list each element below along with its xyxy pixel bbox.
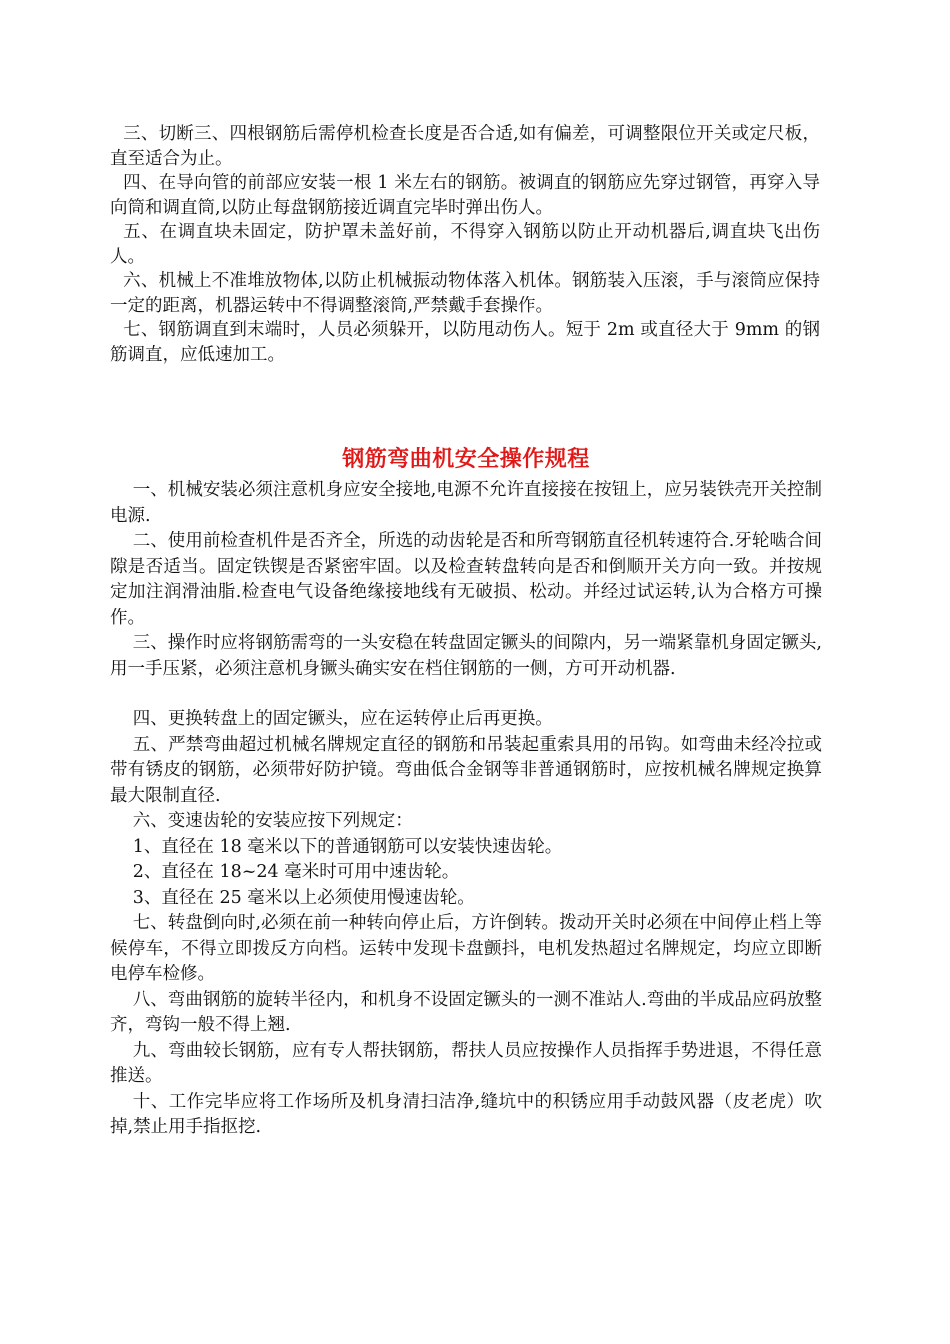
bending-machine-rules [110,444,822,1141]
gear-rule-item-3: 3、直径在 25 毫米以上必须使用慢速齿轮。 [132,887,475,908]
section-title: 钢筋弯曲机安全操作规程 [342,447,590,472]
rule-paragraph-6: 六、机械上不准堆放物体,以防止机械振动物体落入机体。钢筋装入压滚，手与滚筒应保持一定的距离，机器运转中不得调整滚筒,严禁戴手套操作。 [110,271,820,316]
bending-rule-3: 三、操作时应将钢筋需弯的一头安稳在转盘固定镢头的间隙内，另一端紧靠机身固定镢头,用一手压紧，必须注意机身镢头确实安在档住钢筋的一侧，方可开动机器. [110,633,822,679]
paragraph-gap [110,682,822,707]
bending-rule-6: 六、变速齿轮的安装应按下列规定： [132,811,413,831]
gear-rule-item-2: 2、直径在 18~24 毫米时可用中速齿轮。 [132,862,460,882]
bending-rule-9: 九、弯曲较长钢筋，应有专人帮扶钢筋，帮扶人员应按操作人员指挥手势进退，不得任意推送。 [110,1040,822,1086]
straightener-rules-continued [110,122,820,367]
gear-rule-item-1: 1、直径在 18 毫米以下的普通钢筋可以安装快速齿轮。 [132,836,563,857]
rule-paragraph-7: 七、钢筋调直到末端时，人员必须躲开，以防甩动伤人。短于 2m 或直径大于 9mm 的钢筋调直，应低速加工。 [110,320,820,365]
bending-rule-7: 七、转盘倒向时,必须在前一种转向停止后，方许倒转。拨动开关时必须在中间停止档上等候停车，不得立即拨反方向档。运转中发现卡盘颤抖，电机发热超过名牌规定，均应立即断电停车检修。 [110,913,822,984]
bending-rule-5: 五、严禁弯曲超过机械名牌规定直径的钢筋和吊装起重索具用的吊钩。如弯曲未经冷拉或带有锈皮的钢筋，必须带好防护镜。弯曲低合金钢等非普通钢筋时，应按机械名牌规定换算最大限制直径. [110,734,822,806]
bending-rule-1: 一、机械安装必须注意机身应安全接地,电源不允许直接接在按钮上，应另装铁壳开关控制电源. [110,480,822,526]
rule-paragraph-3: 三、切断三、四根钢筋后需停机检查长度是否合适,如有偏差，可调整限位开关或定尺板，直至适合为止。 [110,124,820,169]
bending-rule-8: 八、弯曲钢筋的旋转半径内，和机身不设固定镢头的一测不准站人.弯曲的半成品应码放整齐，弯钩一般不得上翘. [110,989,822,1035]
rule-paragraph-4: 四、在导向管的前部应安装一根 1 米左右的钢筋。被调直的钢筋应先穿过钢管，再穿入导向筒和调直筒,以防止每盘钢筋接近调直完毕时弹出伤人。 [110,173,820,218]
bending-rule-2: 二、使用前检查机件是否齐全，所选的动齿轮是否和所弯钢筋直径机转速符合.牙轮啮合间隙是否适当。固定铁锲是否紧密牢固。以及检查转盘转向是否和倒顺开关方向一致。并按规定加注润滑油脂.检查电气设备绝缘接地线有无破损、松动。并经过试运转,认为合格方可操作。 [110,531,822,628]
bending-rule-4: 四、更换转盘上的固定镢头，应在运转停止后再更换。 [132,709,553,729]
bending-rule-10: 十、工作完毕应将工作场所及机身清扫洁净,缝坑中的积锈应用手动鼓风器（皮老虎）吹掉,禁止用手指抠挖. [110,1091,822,1137]
rule-paragraph-5: 五、在调直块未固定，防护罩未盖好前，不得穿入钢筋以防止开动机器后,调直块飞出伤人。 [110,222,820,267]
